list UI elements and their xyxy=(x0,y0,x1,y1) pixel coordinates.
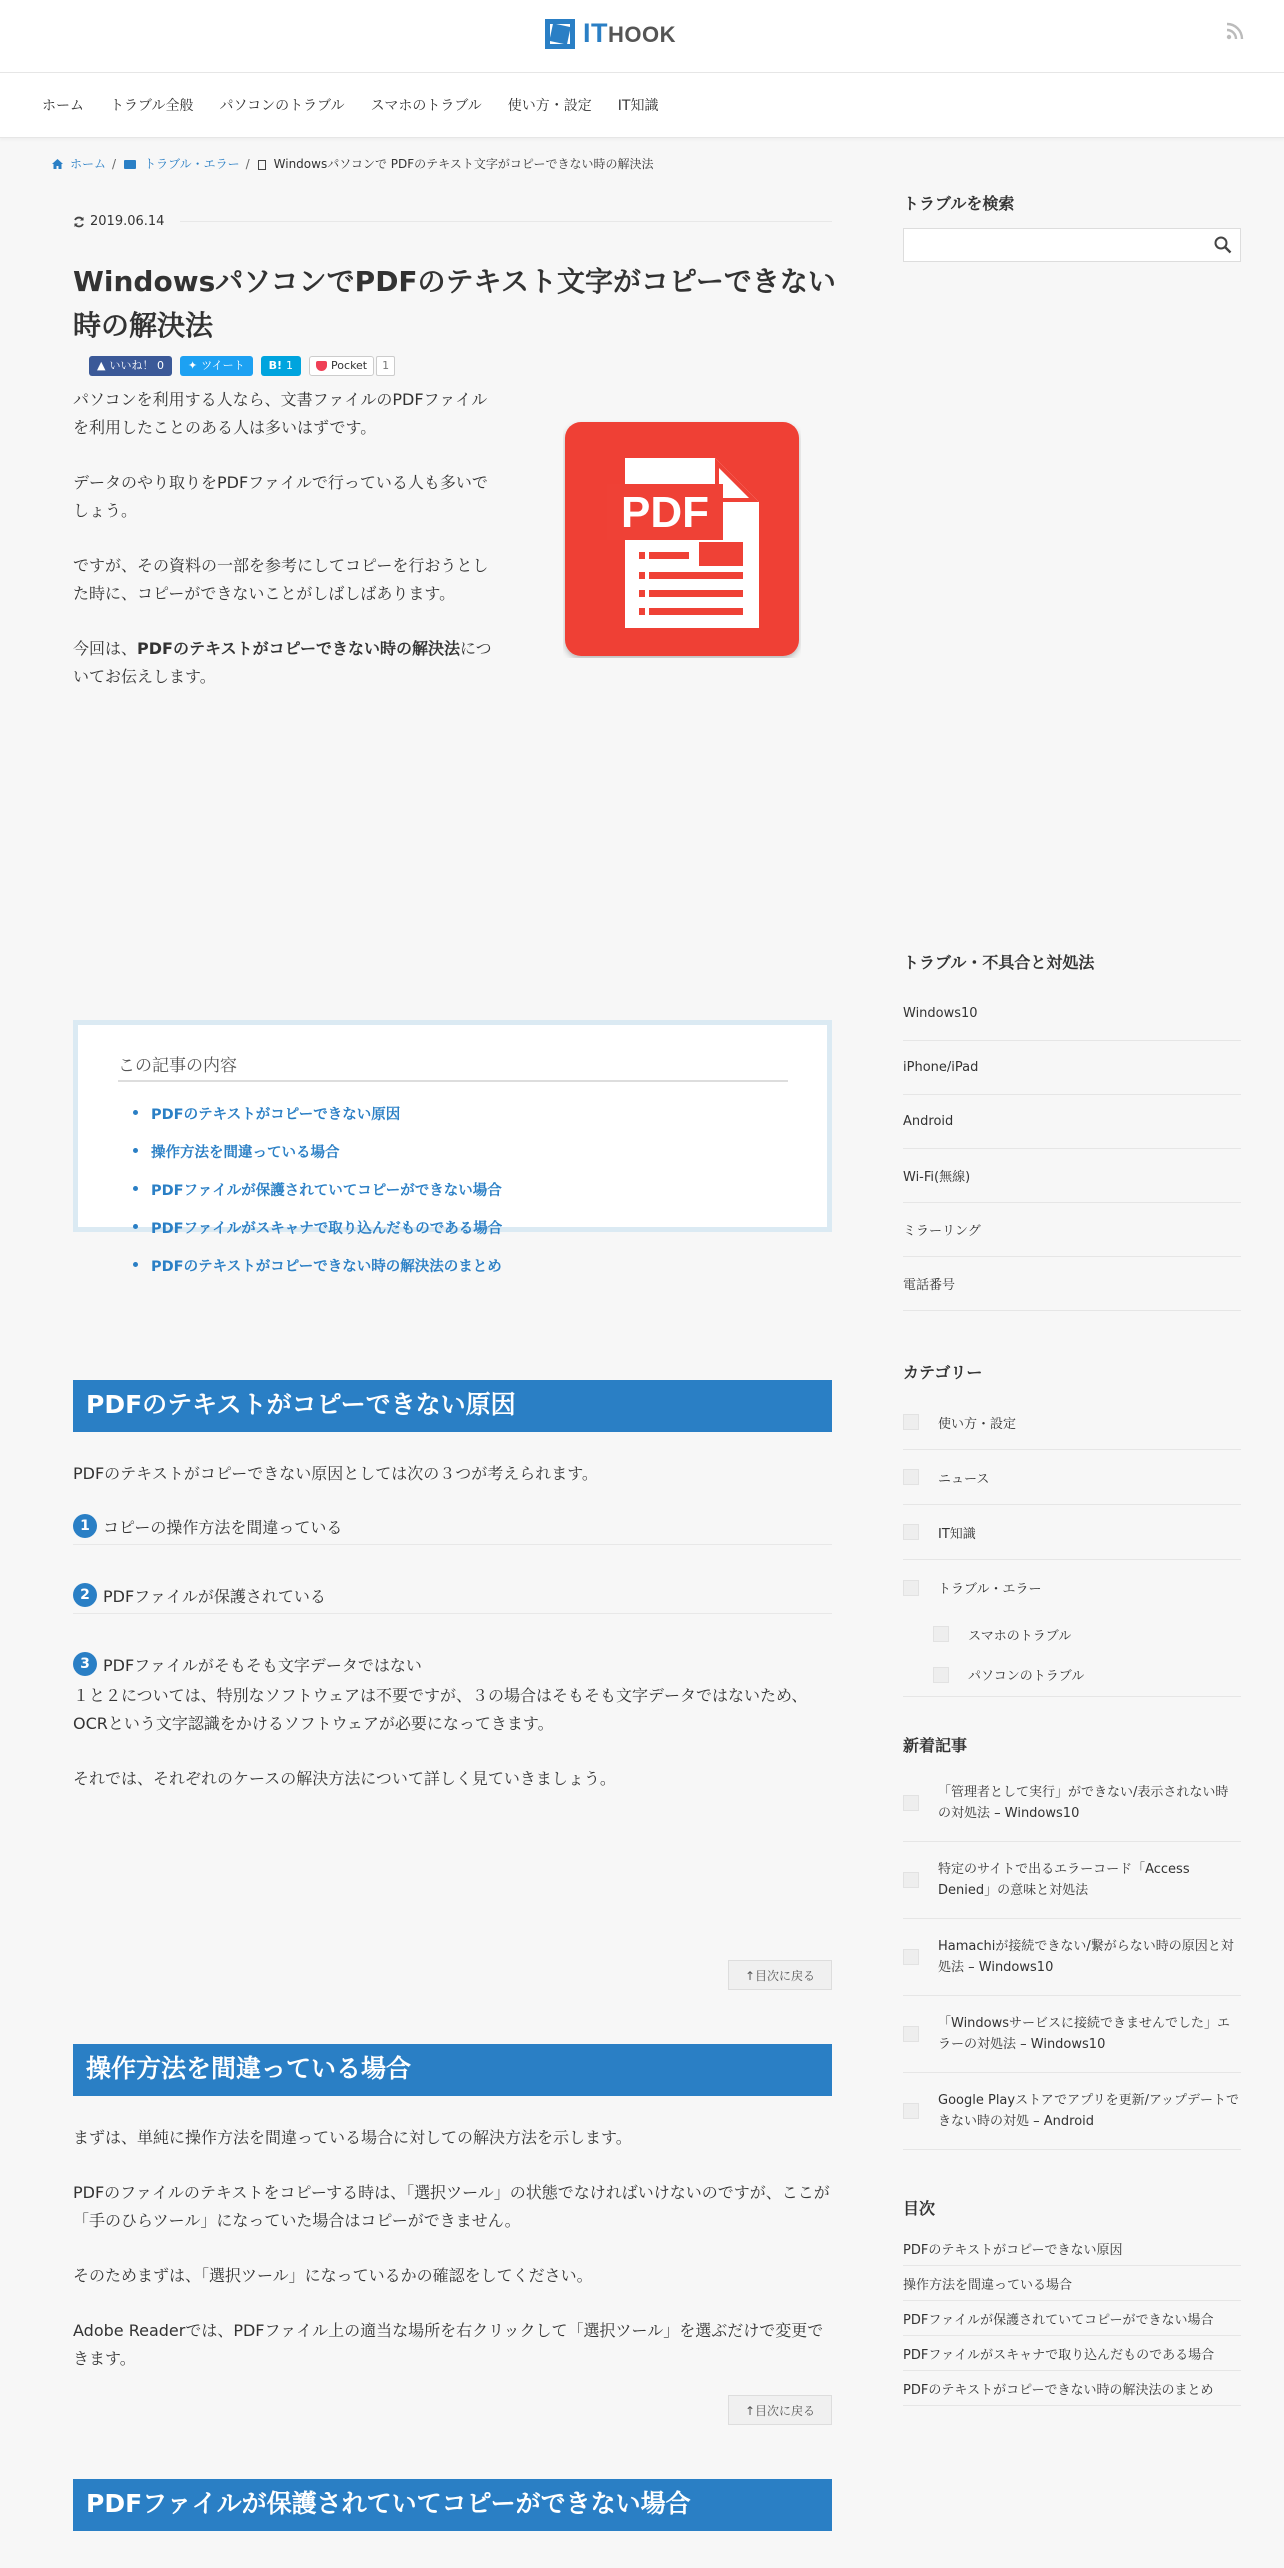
intro-paragraph: パソコンを利用する人なら、文書ファイルのPDFファイルを利用したことのある人は多いはずです。 xyxy=(73,390,488,437)
subcategory-item[interactable]: スマホのトラブル xyxy=(903,1615,1241,1653)
tweet-button[interactable]: ✦ ツイート xyxy=(180,356,253,376)
category-item[interactable]: トラブル・エラー xyxy=(903,1560,1241,1615)
numbered-item: 1 コピーの操作方法を間違っている xyxy=(73,1508,832,1545)
section-paragraph: まずは、単純に操作方法を間違っている場合に対しての解決方法を示します。 xyxy=(73,2128,632,2147)
article-title: WindowsパソコンでPDFのテキスト文字がコピーできない時の解決法 xyxy=(73,265,836,342)
sidebar-toc-item[interactable]: PDFファイルがスキャナで取り込んだものである場合 xyxy=(903,2336,1241,2371)
section-paragraph: そのためまずは、「選択ツール」になっているかの確認をしてください。 xyxy=(73,2266,593,2285)
breadcrumb-separator: / xyxy=(245,156,250,171)
toc-item[interactable]: 操作方法を間違っている場合 xyxy=(133,1141,502,1179)
nav-item-pc-trouble[interactable]: パソコンのトラブル xyxy=(219,98,345,114)
number-badge: 2 xyxy=(73,1583,97,1607)
nav-item-home[interactable]: ホーム xyxy=(42,98,84,114)
numbered-item: 2 PDFファイルが保護されている xyxy=(73,1577,832,1614)
sidebar-toc-item[interactable]: PDFのテキストがコピーできない時の解決法のまとめ xyxy=(903,2371,1241,2406)
section-heading: 操作方法を間違っている場合 xyxy=(73,2044,832,2096)
rss-icon[interactable] xyxy=(1226,22,1244,40)
breadcrumb-separator: / xyxy=(112,156,117,171)
intro-paragraph: データのやり取りをPDFファイルで行っている人も多いでしょう。 xyxy=(73,473,488,520)
sidebar-toc-item[interactable]: 操作方法を間違っている場合 xyxy=(903,2266,1241,2301)
breadcrumb xyxy=(52,155,653,172)
search-input[interactable] xyxy=(903,228,1241,262)
new-article-item[interactable]: 「Windowsサービスに接続できませんでした」エラーの対処法 – Windows10 xyxy=(903,1996,1241,2073)
article-thumbnail xyxy=(903,1872,919,1888)
sidebar-toc-title: 目次 xyxy=(903,2199,936,2218)
number-badge: 3 xyxy=(73,1652,97,1676)
toc-title: この記事の内容 xyxy=(118,1051,788,1082)
section-paragraph: PDFのファイルのテキストをコピーする時は、「選択ツール」の状態でなければいけないのですが、ここが「手のひらツール」になっていた場合はコピーができません。 xyxy=(73,2183,830,2230)
search-icon[interactable] xyxy=(1214,236,1232,254)
new-article-item[interactable]: Google Playストアでアプリを更新/アップデートできない時の対処 – Android xyxy=(903,2073,1241,2150)
category-item[interactable]: IT知識 xyxy=(903,1505,1241,1560)
toc-item[interactable]: PDFファイルがスキャナで取り込んだものである場合 xyxy=(133,1217,502,1255)
new-article-item[interactable]: Hamachiが接続できない/繋がらない時の原因と対処法 – Windows10 xyxy=(903,1919,1241,1996)
sidebar-item-windows10[interactable]: Windows10 xyxy=(903,987,1241,1041)
toc-item[interactable]: PDFのテキストがコピーできない原因 xyxy=(133,1103,502,1141)
pdf-file-icon xyxy=(563,420,801,658)
site-header xyxy=(0,0,1284,73)
hatena-bookmark-button[interactable]: B! 1 xyxy=(261,356,301,376)
intro-paragraph: ですが、その資料の一部を参考にしてコピーを行おうとした時に、コピーができないことがしばしばあります。 xyxy=(73,556,489,603)
sidebar-trouble-title: トラブル・不具合と対処法 xyxy=(903,953,1095,972)
folder-icon xyxy=(124,160,136,169)
pocket-count: 1 xyxy=(376,356,395,376)
back-to-toc-button[interactable]: ↑目次に戻る xyxy=(728,2395,832,2425)
section-heading: PDFファイルが保護されていてコピーができない場合 xyxy=(73,2479,832,2531)
intro-paragraph: 今回は、PDFのテキストがコピーできない時の解決法についてお伝えします。 xyxy=(73,639,492,686)
section-paragraph: PDFのテキストがコピーできない原因としては次の３つが考えられます。 xyxy=(73,1464,598,1483)
logo-hook: HOOK xyxy=(608,22,676,47)
section-paragraph: Adobe Readerでは、PDFファイル上の適当な場所を右クリックして「選択ツール」を選ぶだけで変更できます。 xyxy=(73,2321,824,2368)
section-paragraph: それでは、それぞれのケースの解決方法について詳しく見ていきましょう。 xyxy=(73,1769,616,1788)
category-icon xyxy=(933,1667,949,1683)
new-article-item[interactable]: 「管理者として実行」ができない/表示されない時の対処法 – Windows10 xyxy=(903,1765,1241,1842)
sidebar-toc-item[interactable]: PDFのテキストがコピーできない原因 xyxy=(903,2231,1241,2266)
new-article-item[interactable]: 特定のサイトで出るエラーコード「Access Denied」の意味と対処法 xyxy=(903,1842,1241,1919)
logo-it: IT xyxy=(583,18,608,48)
twitter-icon: ✦ xyxy=(187,359,198,372)
sidebar-search-title: トラブルを検索 xyxy=(903,194,1015,213)
category-icon xyxy=(903,1414,919,1430)
back-to-toc-button[interactable]: ↑目次に戻る xyxy=(728,1960,832,1990)
article-date-row xyxy=(73,214,832,229)
pocket-icon xyxy=(316,361,327,371)
toc-item[interactable]: PDFのテキストがコピーできない時の解決法のまとめ xyxy=(133,1255,502,1293)
share-buttons xyxy=(89,356,395,376)
category-icon xyxy=(903,1469,919,1485)
article-thumbnail xyxy=(903,2103,919,2119)
breadcrumb-home[interactable]: ホーム xyxy=(70,157,107,171)
sidebar-item-android[interactable]: Android xyxy=(903,1095,1241,1149)
toc-item[interactable]: PDFファイルが保護されていてコピーができない場合 xyxy=(133,1179,502,1217)
facebook-like-button[interactable]: ▲ いいね！ 0 xyxy=(89,356,172,376)
article-intro xyxy=(73,386,503,718)
sidebar-item-phone-number[interactable]: 電話番号 xyxy=(903,1257,1241,1311)
sidebar-category-title: カテゴリー xyxy=(903,1363,983,1382)
sidebar-toc-item[interactable]: PDFファイルが保護されていてコピーができない場合 xyxy=(903,2301,1241,2336)
category-item[interactable]: ニュース xyxy=(903,1450,1241,1505)
article-date: 2019.06.14 xyxy=(90,214,165,229)
nav-item-smartphone-trouble[interactable]: スマホのトラブル xyxy=(370,98,482,114)
thumbs-up-icon: ▲ xyxy=(97,359,106,372)
document-icon xyxy=(258,160,266,170)
home-icon xyxy=(52,159,63,169)
nav-item-it-knowledge[interactable]: IT知識 xyxy=(617,98,659,114)
global-nav xyxy=(0,73,1284,138)
breadcrumb-current: Windowsパソコンで PDFのテキスト文字がコピーできない時の解決法 xyxy=(273,157,654,171)
pocket-button[interactable]: Pocket xyxy=(309,356,374,376)
site-logo[interactable] xyxy=(545,18,676,49)
article-thumbnail xyxy=(903,1795,919,1811)
article-thumbnail xyxy=(903,1949,919,1965)
nav-item-trouble-general[interactable]: トラブル全般 xyxy=(110,98,194,114)
sidebar-item-iphone-ipad[interactable]: iPhone/iPad xyxy=(903,1041,1241,1095)
nav-item-howto-settings[interactable]: 使い方・設定 xyxy=(507,98,592,114)
article-thumbnail xyxy=(903,2026,919,2042)
numbered-item: 3 PDFファイルがそもそも文字データではない xyxy=(73,1646,832,1682)
section-paragraph: １と２については、特別なソフトウェアは不要ですが、３の場合はそもそも文字データではないため、OCRという文字認識をかけるソフトウェアが必要になってきます。 xyxy=(73,1686,808,1733)
sidebar-new-title: 新着記事 xyxy=(903,1736,968,1755)
category-icon xyxy=(933,1626,949,1642)
refresh-icon xyxy=(73,216,85,228)
table-of-contents xyxy=(73,1020,832,1275)
category-icon xyxy=(903,1524,919,1540)
subcategory-item[interactable]: パソコンのトラブル xyxy=(903,1653,1241,1697)
section-heading: PDFのテキストがコピーできない原因 xyxy=(73,1380,832,1432)
category-icon xyxy=(903,1580,919,1596)
hatena-icon: B! xyxy=(268,359,283,372)
sidebar-item-mirroring[interactable]: ミラーリング xyxy=(903,1203,1241,1257)
breadcrumb-category[interactable]: トラブル・エラー xyxy=(144,157,240,171)
divider xyxy=(180,221,832,222)
sidebar-item-wifi[interactable]: Wi-Fi(無線) xyxy=(903,1149,1241,1203)
svg-text:PDF: PDF xyxy=(621,488,709,537)
logo-icon xyxy=(545,19,575,49)
category-item[interactable]: 使い方・設定 xyxy=(903,1395,1241,1450)
number-badge: 1 xyxy=(73,1514,97,1538)
